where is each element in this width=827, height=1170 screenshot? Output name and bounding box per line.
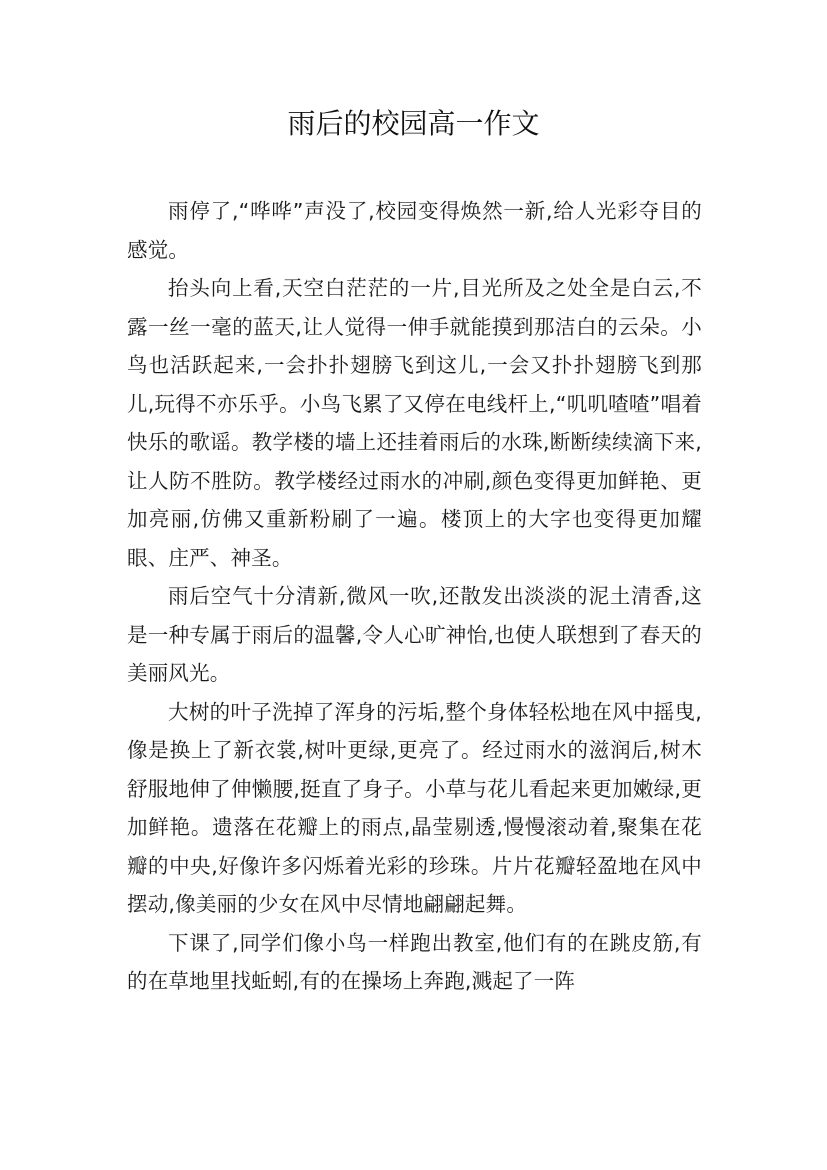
document-title: 雨后的校园高一作文 <box>287 107 540 140</box>
paragraph: 下课了,同学们像小鸟一样跑出教室,他们有的在跳皮筋,有的在草地里找蚯蚓,有的在操场上奔跑,溅起了一阵 <box>127 930 702 993</box>
document-body <box>127 192 702 1001</box>
paragraph: 雨后空气十分清新,微风一吹,还散发出淡淡的泥土清香,这是一种专属于雨后的温馨,令人心旷神怡,也使人联想到了春天的美丽风光。 <box>127 584 702 685</box>
paragraph: 雨停了,“哗哗”声没了,校园变得焕然一新,给人光彩夺目的感觉。 <box>127 199 702 262</box>
paragraph: 抬头向上看,天空白茫茫的一片,目光所及之处全是白云,不露一丝一毫的蓝天,让人觉得一伸手就能摸到那洁白的云朵。小鸟也活跃起来,一会扑扑翅膀飞到这儿,一会又扑扑翅膀飞到那儿,玩得不亦乐乎。小鸟飞累了又停在电线杆上,“叽叽喳喳”唱着快乐的歌谣。教学楼的墙上还挂着雨后的水珠,断断续续滴下来,让人防不胜防。教学楼经过雨水的冲刷,颜色变得更加鲜艳、更加亮丽,仿佛又重新粉刷了一遍。楼顶上的大字也变得更加耀眼、庄严、神圣。 <box>127 276 702 570</box>
paragraph: 大树的叶子洗掉了浑身的污垢,整个身体轻松地在风中摇曳,像是换上了新衣裳,树叶更绿,更亮了。经过雨水的滋润后,树木舒服地伸了伸懒腰,挺直了身子。小草与花儿看起来更加嫩绿,更加鲜艳。遗落在花瓣上的雨点,晶莹剔透,慢慢滚动着,聚集在花瓣的中央,好像许多闪烁着光彩的珍珠。片片花瓣轻盈地在风中摆动,像美丽的少女在风中尽情地翩翩起舞。 <box>127 699 702 916</box>
